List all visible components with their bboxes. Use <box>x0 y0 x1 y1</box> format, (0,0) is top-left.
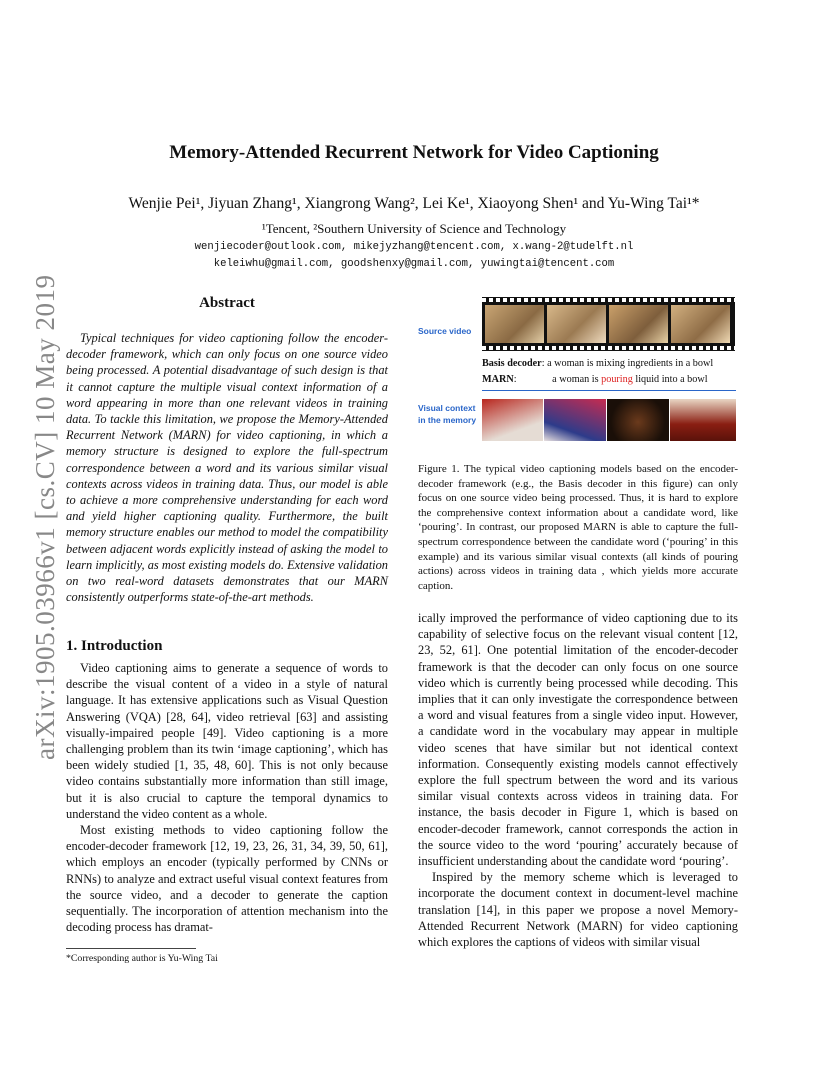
memory-label-line-2: in the memory <box>418 415 477 425</box>
abstract-text <box>66 330 388 605</box>
marn-caption-prefix: : a woman is <box>513 374 602 385</box>
video-frame-2 <box>547 305 606 343</box>
video-frame-3 <box>609 305 668 343</box>
right-paragraph-2: Inspired by the memory scheme which is leveraged to incorporate the document context in document-level machine translation [14], in this paper we propose a novel Memory-Attended Recurrent Network (MARN) for video captioning which explores the captions of videos with similar visual <box>418 870 738 950</box>
memory-label-line-1: Visual context <box>418 403 476 413</box>
basis-decoder-caption <box>482 358 713 369</box>
abstract-body: Typical techniques for video captioning follow the encoder-decoder framework, which can only focus on one source video being processed. A potential disadvantage of such design is that it cannot capture the multiple visual context information of a word appearing in more than one relevant videos in training data. To tackle this limitation, we propose the Memory-Attended Recurrent Network (MARN) for video captioning, in which a memory structure is designed to explore the full-spectrum correspondence between a word and its various similar visual contexts across videos in training data. Thus, our model is able to achieve a more comprehensive understanding for each word and yield higher captioning quality. Furthermore, the built memory structure enables our method to model the compatibility between adjacent words explicitly instead of asking the model to learn implicitly, as most existing models do. Extensive validation on two real-word datasets demonstrates that our MARN consistently outperforms state-of-the-art methods. <box>66 331 388 605</box>
figure-divider <box>482 390 736 391</box>
arxiv-identifier: arXiv:1905.03966v1 [cs.CV] 10 May 2019 <box>30 274 60 760</box>
basis-decoder-label: Basis decoder <box>482 358 542 369</box>
affiliations: ¹Tencent, ²Southern University of Science and Technology <box>261 221 567 236</box>
marn-caption <box>482 374 708 385</box>
memory-image-2 <box>544 399 606 441</box>
footnote: *Corresponding author is Yu-Wing Tai <box>66 953 218 964</box>
basis-caption-text: : a woman is mixing ingredients in a bowl <box>541 358 714 369</box>
email-line-2: keleiwhu@gmail.com, goodshenxy@gmail.com, yuwingtai@tencent.com <box>213 258 615 270</box>
intro-paragraph-1: Video captioning aims to generate a sequence of words to describe the visual content of a video in a style of natural language. It has extensive applications such as Visual Question Answering (VQA) [28, 64], video retrieval [63] and assisting visually-impaired people [49]. Video captioning is a more challenging problem than its twin ‘image captioning’, which has been widely studied [1, 35, 48, 60]. This is not only because video contains substantially more information than still image, but it is also crucial to capture the temporal dynamics to understand the video content as a whole. <box>66 661 388 821</box>
paper-title: Memory-Attended Recurrent Network for Video Captioning <box>169 142 659 163</box>
marn-caption-suffix: liquid into a bowl <box>632 374 708 385</box>
memory-image-4 <box>670 399 736 441</box>
memory-image-1 <box>482 399 543 441</box>
film-perforation-bottom <box>482 346 735 350</box>
marn-caption-highlight: pouring <box>601 374 633 385</box>
right-paragraph-1: ically improved the performance of video captioning due to its capability of selective focus on the relevant visual content [12, 23, 52, 61]. One potential limitation of the encoder-decoder framework is that the decoder can only focus on one source video which is currently being processed while decoding. This implies that it can only investigate the correspondence between a word and visual features from a single video input. However, a candidate word in the vocabulary may appear in multiple video scenes that have similar but not identical context information. Consequently existing models cannot effectively explore the full spectrum between the word and its various similar visual contexts across videos in training data. For instance, the basis decoder in Figure 1, which is based on encoder-decoder framework, cannot corresponds the action in the source video to the word ‘pouring’ accurately because of insufficient understanding about the candidate word ‘pouring’. <box>418 611 738 869</box>
video-frame-1 <box>485 305 544 343</box>
figure-1-caption: Figure 1. The typical video captioning models based on the encoder-decoder framework (e.g., the Basis decoder in this figure) can only focus on one source video being processed. Thus, it is hard to explore the comprehensive context information about a candidate word, like ‘pouring’. In contrast, our proposed MARN is able to capture the full-spectrum correspondence between the candidate word (‘pouring’ in this example) and its various similar visual contexts (all kinds of pouring actions) across videos in training data , which yields more accurate caption. <box>418 463 738 592</box>
film-perforation-top <box>482 298 735 302</box>
marn-label: MARN <box>482 374 514 385</box>
arxiv-sidebar <box>8 274 60 760</box>
figure-1 <box>418 292 738 442</box>
source-video-label: Source video <box>418 326 472 336</box>
introduction-left-column <box>66 660 388 935</box>
author-list: Wenjie Pei¹, Jiyuan Zhang¹, Xiangrong Wang², Lei Ke¹, Xiaoyong Shen¹ and Yu-Wing Tai¹* <box>128 195 700 212</box>
email-line-1: wenjiecoder@outlook.com, mikejyzhang@tencent.com, x.wang-2@tudelft.nl <box>194 241 634 253</box>
video-frame-4 <box>671 305 730 343</box>
intro-paragraph-2: Most existing methods to video captioning follow the encoder-decoder framework [12, 19, 23, 26, 31, 34, 39, 50, 61], which employs an encoder (typically performed by CNNs or RNNs) to analyze and extract useful visual context features from the source video, and a decoder to generate the caption sequentially. The incorporation of attention mechanism into the decoding process has dramat- <box>66 823 388 935</box>
footnote-rule <box>66 948 196 949</box>
introduction-right-column <box>418 610 738 950</box>
abstract-heading: Abstract <box>199 295 255 311</box>
source-video-filmstrip <box>482 297 735 351</box>
memory-image-3 <box>607 399 669 441</box>
introduction-heading: 1. Introduction <box>66 638 163 654</box>
